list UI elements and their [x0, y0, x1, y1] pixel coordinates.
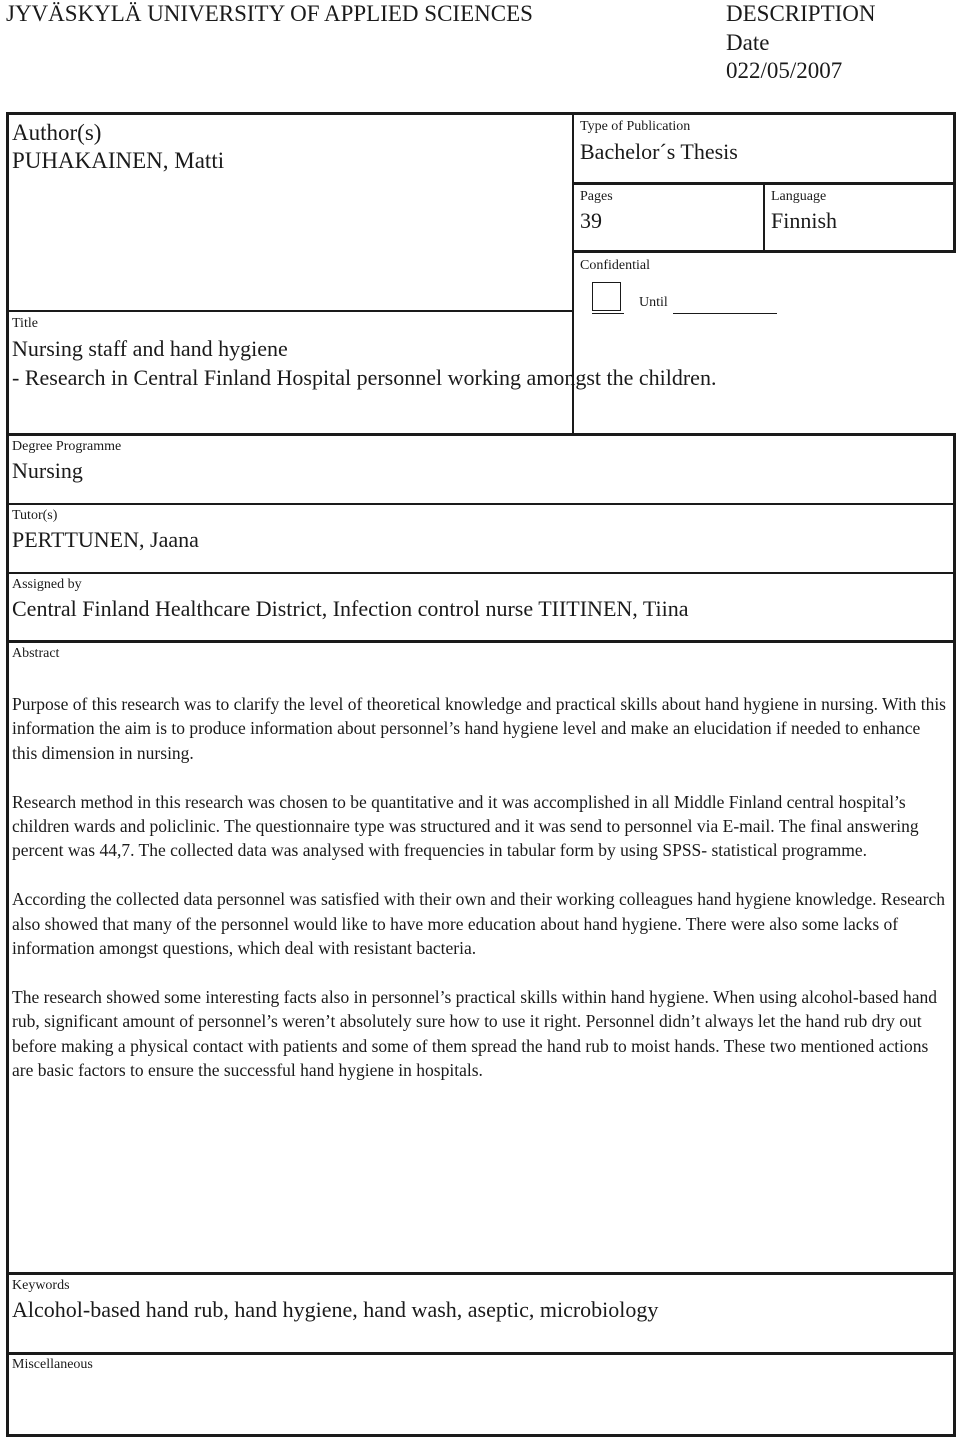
tutors-label: Tutor(s)	[12, 508, 58, 523]
until-label: Until	[639, 295, 668, 310]
language-value: Finnish	[771, 208, 838, 233]
title-line2: - Research in Central Finland Hospital personnel working amongst the children.	[12, 365, 717, 390]
checkbox-underline	[592, 313, 624, 314]
institution-name: JYVÄSKYLÄ UNIVERSITY OF APPLIED SCIENCES	[6, 1, 533, 26]
abstract-paragraph: Purpose of this research was to clarify the level of theoretical knowledge and practical skills about hand hygiene in nursing. With this information the aim is to produce information about personnel’s hand hygiene level and make an elucidation if needed to enhance this dimension in nursing.	[12, 694, 946, 763]
publication-type-value: Bachelor´s Thesis	[580, 139, 738, 164]
keywords-top-line	[6, 1272, 956, 1275]
title-top-line	[6, 310, 573, 312]
abstract-label: Abstract	[12, 646, 60, 661]
keywords-value: Alcohol-based hand rub, hand hygiene, hand wash, aseptic, microbiology	[12, 1297, 659, 1322]
misc-top-line	[6, 1352, 956, 1355]
abstract-paragraph: Research method in this research was chosen to be quantitative and it was accomplished in all Middle Finland central hospital’s children wards and policlinic. The questionnaire type was structured and it was send to personnel via E-mail. The final answering percent was 44,7. The collected data was analysed with frequencies in tabular form by using SPSS- statistical programme.	[12, 791, 919, 861]
assigned-by-value: Central Finland Healthcare District, Infection control nurse TIITINEN, Tiina	[12, 596, 689, 621]
pages-label: Pages	[580, 189, 613, 204]
degree-programme-value: Nursing	[12, 458, 83, 483]
author-value: PUHAKAINEN, Matti	[12, 148, 225, 173]
abstract-top-line	[6, 640, 956, 643]
date-label: Date	[726, 30, 770, 55]
pages-value: 39	[580, 208, 602, 233]
abstract-paragraph: According the collected data personnel was satisfied with their own and their working colleagues hand hygiene knowledge. Research also showed that many of the personnel would like to have more education about hand hygiene. There were also some lacks of information amongst questions, which deal with resistant bacteria.	[12, 889, 946, 959]
tutors-top-line	[6, 503, 956, 505]
confidential-checkbox[interactable]	[592, 282, 621, 311]
title-line1: Nursing staff and hand hygiene	[12, 336, 288, 361]
assigned-top-line	[6, 572, 956, 574]
abstract-paragraph: The research showed some interesting facts also in personnel’s practical skills within hand hygiene. When using alcohol-based hand rub, significant amount of personnel’s weren’t absolutely sure how to use it right. Personnel didn’t always let the hand rub dry out before making a physical contact with patients and some of them spread the hand rub to moist hands. These two mentioned actions are basic factors to ensure the successful hand hygiene in hospitals.	[12, 986, 937, 1081]
form-right-border	[953, 433, 956, 1436]
tutors-value: PERTTUNEN, Jaana	[12, 527, 199, 552]
abstract-body	[12, 692, 948, 1107]
until-date-field[interactable]	[673, 313, 777, 314]
miscellaneous-label: Miscellaneous	[12, 1357, 93, 1372]
pages-language-divider	[763, 182, 765, 252]
confidential-label: Confidential	[580, 258, 650, 273]
language-label: Language	[771, 189, 827, 204]
keywords-label: Keywords	[12, 1278, 70, 1293]
pages-bottom-line	[572, 250, 956, 253]
author-label: Author(s)	[12, 120, 102, 145]
title-label: Title	[12, 316, 38, 331]
assigned-by-label: Assigned by	[12, 577, 82, 592]
degree-programme-label: Degree Programme	[12, 439, 122, 454]
form-top-border	[6, 112, 956, 115]
form-bottom-border	[6, 1434, 956, 1437]
form-title: DESCRIPTION	[726, 1, 876, 26]
publication-type-label: Type of Publication	[580, 119, 691, 134]
date-value: 022/05/2007	[726, 58, 843, 83]
degree-top-line	[6, 433, 956, 436]
